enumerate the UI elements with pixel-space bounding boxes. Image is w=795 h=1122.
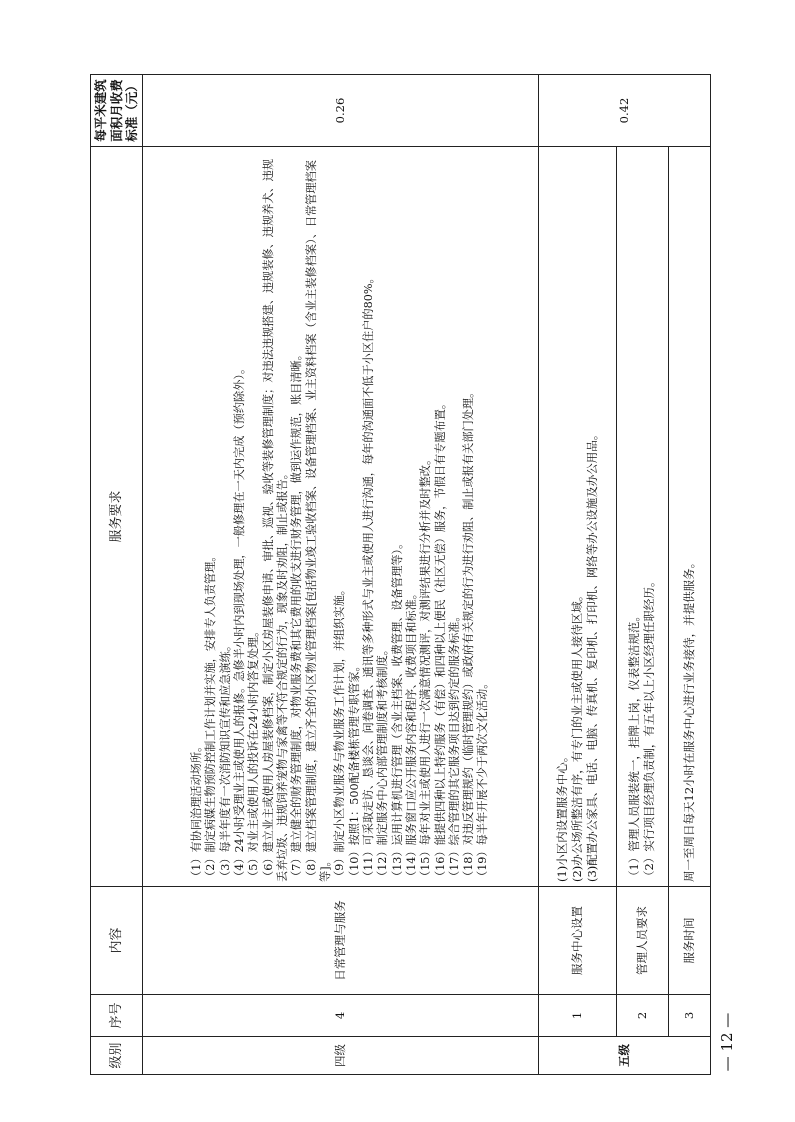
req-item: （1）管理人员服装统一，挂牌上岗，仪表整洁规范。: [627, 610, 642, 882]
req-item: （17）综合管理的其它服务项目达到约定的服务标准。: [447, 610, 461, 882]
header-requirement: 服务要求: [91, 147, 143, 887]
req-item: （3）每半年度有一次消防知识宣传和应急演练。: [218, 639, 232, 882]
rotated-table-page: [90, 75, 696, 1075]
req-item: （5）对业主或使用人的投诉在24小时内答复处理。: [247, 625, 261, 882]
header-level: 级别: [91, 1037, 143, 1075]
level5-content-1: 服务中心设置: [538, 887, 616, 995]
req-item: （19）每半年开展不少于两次文化活动。: [476, 677, 490, 882]
level5-seq-3: 3: [668, 995, 710, 1037]
level5-requirements-1: [538, 147, 616, 887]
level4-name: 四级: [142, 1037, 538, 1075]
service-standard-table: [90, 74, 711, 1075]
level4-content: 日常管理与服务: [142, 887, 538, 995]
page-number: — 12 —: [718, 1012, 736, 1072]
level4-requirements: [142, 147, 538, 887]
level4-row: [142, 75, 538, 1075]
level5-fee: 0.42: [538, 75, 710, 147]
req-item: (1)小区内设置服务中心。: [554, 750, 569, 882]
level4-fee: 0.26: [142, 75, 538, 147]
req-item: 周一至周日每天12小时在服务中心进行业务接待，并提供服务。: [681, 556, 696, 882]
req-item: （14）服务窗口应公开服务内容和程序、收费项目和标准。: [404, 588, 418, 882]
level5-row-3: [668, 75, 710, 1075]
req-item: （8）建立档案管理制度，建立齐全的小区物业管理档案[包括物业竣工验收档案、设备管理档案、业主资料档案（含业主装修档案）、日常管理档案等]。: [304, 160, 332, 882]
req-item: （15）每年对业主或使用人进行一次满意情况测评，对测评结果进行分析并及时整改。: [419, 453, 433, 882]
level5-seq-1: 1: [538, 995, 616, 1037]
req-item: （11）可采取走访、恳谈会、问卷调查、通讯等多种形式与业主或使用人进行沟通，每年的沟通面不低于小区住户的80%。: [361, 272, 375, 882]
header-seq: 序号: [91, 995, 143, 1037]
req-item: （16）能提供四种以上特约服务（有偿）和四种以上便民（社区无偿）服务，节假日有专题布置。: [433, 397, 447, 882]
req-item: （10）按照1：500配备楼栋管理专职管家。: [347, 660, 361, 882]
req-item: （7）建立健全的财务管理制度，对物业服务费和其它费用的收支进行财务管理，做到运作规范，账目清晰。: [290, 349, 304, 882]
level5-name: 五级: [538, 1037, 710, 1075]
level5-content-3: 服务时间: [668, 887, 710, 995]
req-item: （18）对违反管理规约（临时管理规约）或政府有关规定的行为进行劝阻、制止或报有关部门处理。: [462, 386, 476, 882]
req-item: （4）24小时受理业主或使用人的报修。急修半小时内到现场处理，一般修理在一天内完成（预约除外）。: [232, 362, 246, 882]
req-item: （6）建立业主或使用人房屋装修档案，制定小区房屋装修申请、审批、巡视、验收等装修管理制度；对违法违规搭建、违规装修、违规养犬、违规丢弃垃圾、违规饲养宠物与家禽等不符合规定的行为，现象及时劝阻，制止或报告。: [261, 158, 289, 882]
level5-content-2: 管理人员要求: [616, 887, 668, 995]
level5-row-1: [538, 75, 616, 1075]
req-item: （2）制定病媒生物预防控制工作计划并实施，安排专人负责管理。: [204, 550, 218, 882]
level4-seq: 4: [142, 995, 538, 1037]
req-item: （2）实行项目经理负责制，有五年以上小区经理任职经历。: [642, 575, 657, 882]
header-row: [91, 75, 143, 1075]
req-item: (2)办公场所整洁有序，有专门的业主或使用人接待区域。: [569, 589, 584, 882]
header-content: 内容: [91, 887, 143, 995]
header-fee: 每平米建筑面积月收费标准（元）: [91, 75, 143, 147]
req-item: (3)配置办公家具、电话、电脑、传真机、复印机、打印机、网络等办公设施及办公用品。: [584, 428, 599, 882]
req-item: （13）运用计算机进行管理（含业主档案、收费管理、设备管理等）。: [390, 537, 404, 882]
level5-row-2: [616, 75, 668, 1075]
req-item: （1）有协同治理活动场所。: [189, 740, 203, 882]
level5-seq-2: 2: [616, 995, 668, 1037]
req-item: （12）制定服务中心内部管理制度和考核制度。: [376, 644, 390, 882]
req-item: （9）制定小区物业服务与物业服务工作计划，并组织实施。: [333, 584, 347, 882]
level5-requirements-2: [616, 147, 668, 887]
level5-requirements-3: [668, 147, 710, 887]
